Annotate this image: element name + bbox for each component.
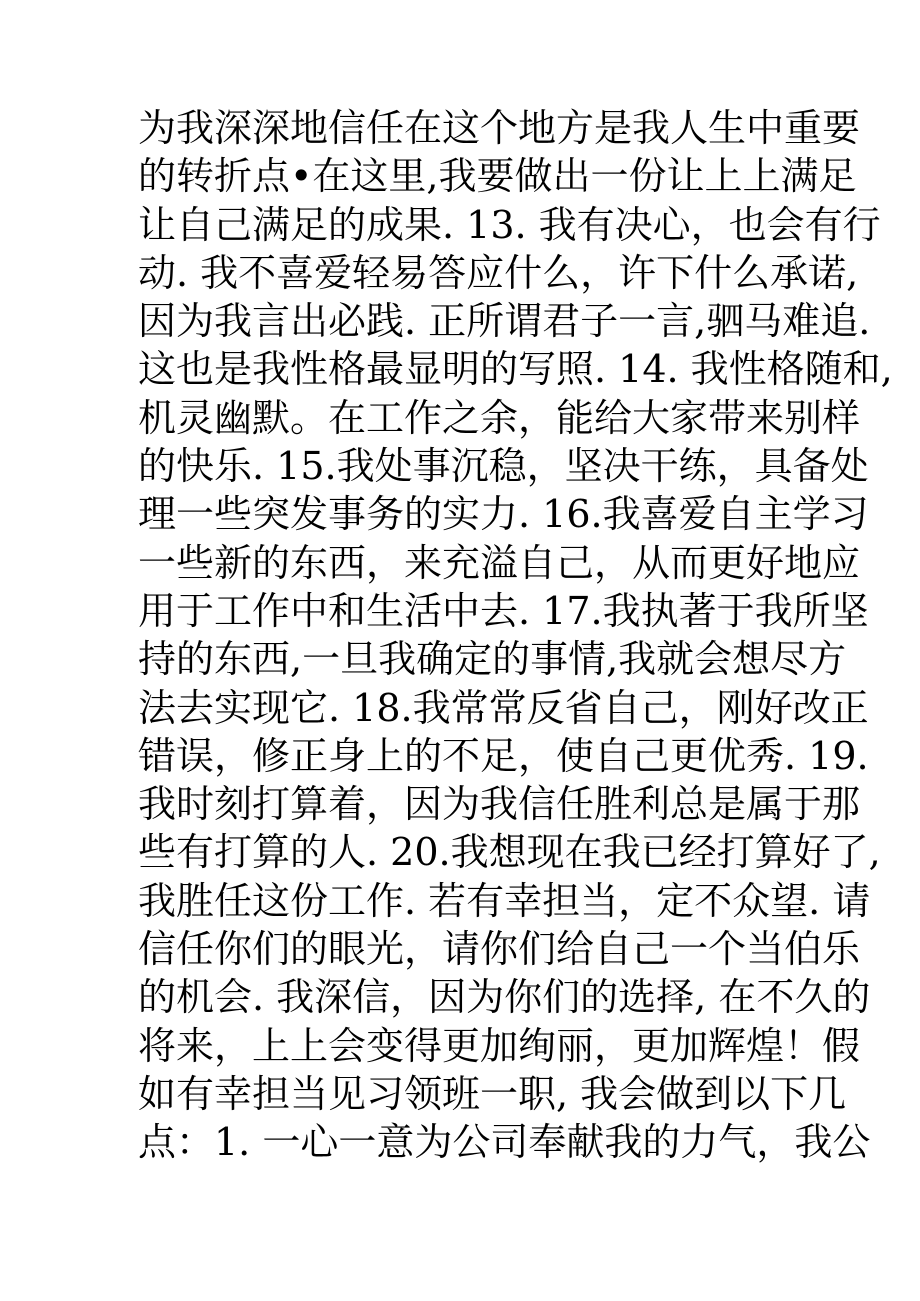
text-line: 我时刻打算着，因为我信任胜利总是属于那 — [138, 782, 861, 827]
text-line: 法去实现它. 18.我常常反省自己，刚好改正 — [138, 685, 869, 730]
text-line: 理一些突发事务的实力. 16.我喜爱自主学习 — [138, 492, 869, 537]
text-line: 一些新的东西，来充溢自己，从而更好地应 — [138, 540, 861, 585]
text-line: 机灵幽默。在工作之余，能给大家带来别样 — [138, 395, 861, 440]
text-line: 动. 我不喜爱轻易答应什么，许下什么承诺, — [138, 250, 859, 295]
text-line: 持的东西,一旦我确定的事情,我就会想尽方 — [138, 637, 847, 682]
text-line: 让自己满足的成果. 13. 我有决心，也会有行 — [138, 202, 881, 247]
text-line: 因为我言出必践. 正所谓君子一言,驷马难追. — [138, 299, 871, 344]
text-line: 如有幸担当见习领班一职, 我会做到以下几 — [138, 1071, 847, 1116]
text-line: 信任你们的眼光，请你们给自己一个当伯乐 — [138, 927, 861, 972]
text-line: 的机会. 我深信，因为你们的选择, 在不久的 — [138, 975, 871, 1020]
text-line: 的转折点•在这里,我要做出一份让上上满足 — [138, 154, 857, 199]
text-line: 错误，修正身上的不足，使自己更优秀. 19. — [138, 733, 869, 778]
text-line: 为我深深地信任在这个地方是我人生中重要 — [138, 106, 861, 150]
text-line: 我胜任这份工作. 若有幸担当，定不众望. 请 — [138, 878, 871, 923]
text-line: 用于工作中和生活中去. 17.我执著于我所坚 — [138, 588, 869, 633]
body-text — [138, 104, 893, 1167]
text-line: 这也是我性格最显明的写照. 14. 我性格随和, — [138, 347, 893, 392]
text-line: 将来，上上会变得更加绚丽，更加辉煌！假 — [138, 1023, 861, 1068]
text-line: 些有打算的人. 20.我想现在我已经打算好了, — [138, 830, 881, 875]
text-line: 点：1. 一心一意为公司奉献我的力气，我公 — [138, 1120, 871, 1165]
text-line: 的快乐. 15.我处事沉稳，坚决干练，具备处 — [138, 444, 869, 489]
